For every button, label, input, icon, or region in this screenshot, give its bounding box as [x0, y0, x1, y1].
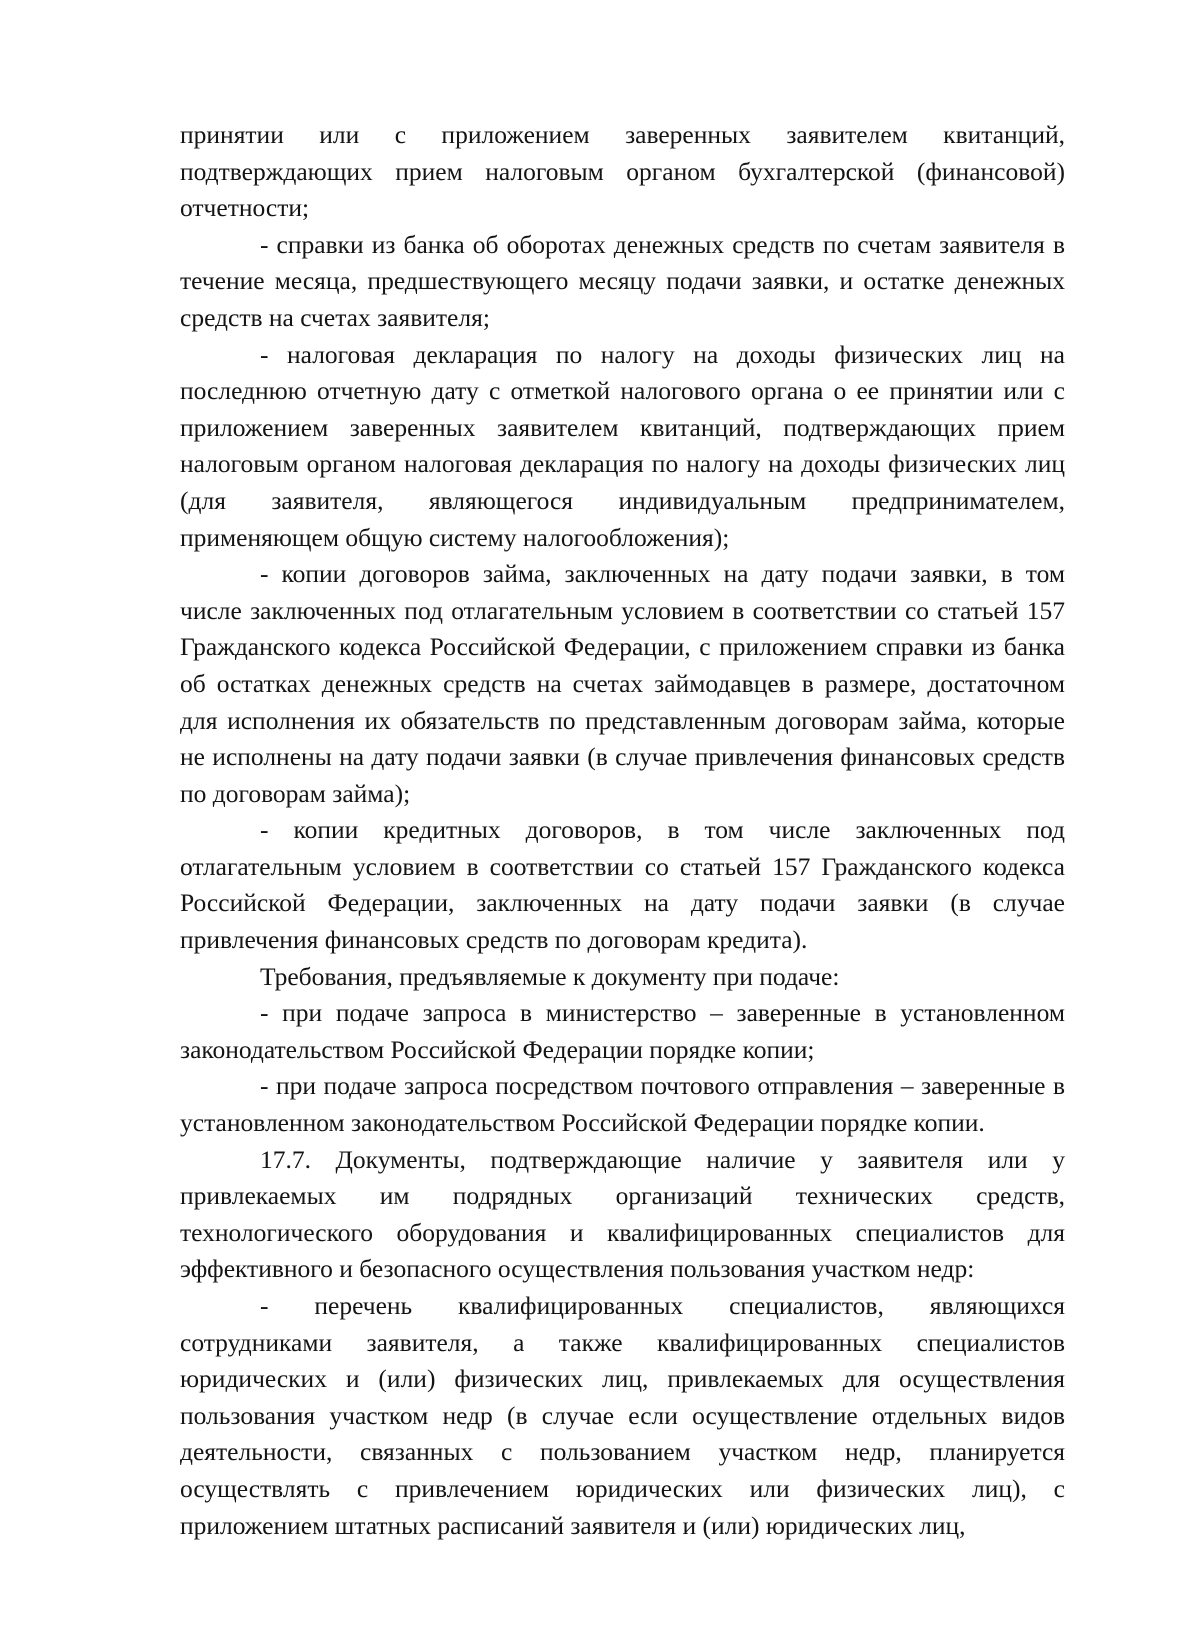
paragraph-submission-by-mail: - при подаче запроса посредством почтового отправления – заверенные в установленном законодательством Российской Федерации порядке копии. — [180, 1071, 1065, 1138]
paragraph-continuation-tax-receipts: принятии или с приложением заверенных заявителем квитанций, подтверждающих прием налоговым органом бухгалтерской (финансовой) отчетности; — [180, 120, 1065, 223]
paragraph-bank-statements: - справки из банка об оборотах денежных средств по счетам заявителя в течение месяца, предшествующего месяцу подачи заявки, и остатке денежных средств на счетах заявителя; — [180, 229, 1065, 332]
paragraph-submission-to-ministry: - при подаче запроса в министерство – заверенные в установленном законодательством Российской Федерации порядке копии; — [180, 998, 1065, 1064]
document-body — [180, 117, 1065, 1544]
paragraph-section-17-7: 17.7. Документы, подтверждающие наличие у заявителя или у привлекаемых им подрядных организаций технических средств, технологического оборудования и квалифицированных специалистов для эффективного и безопасного осуществления пользования участком недр: — [180, 1144, 1065, 1284]
paragraph-tax-declaration: - налоговая декларация по налогу на доходы физических лиц на последнюю отчетную дату с отметкой налогового органа о ее принятии или с приложением заверенных заявителем квитанций, подтверждающих прием налоговым органом налоговая декларация по налогу на доходы физических лиц (для заявителя, являющегося индивидуальным предпринимателем, применяющем общую систему налогообложения); — [180, 339, 1065, 552]
paragraph-credit-agreements: - копии кредитных договоров, в том числе заключенных под отлагательным условием в соответствии со статьей 157 Гражданского кодекса Российской Федерации, заключенных на дату подачи заявки (в случае привлечения финансовых средств по договорам кредита). — [180, 815, 1065, 955]
paragraph-loan-agreements: - копии договоров займа, заключенных на дату подачи заявки, в том числе заключенных под отлагательным условием в соответствии со статьей 157 Гражданского кодекса Российской Федерации, с приложением справки из банка об остатках денежных средств на счетах займодавцев в размере, достаточном для исполнения их обязательств по представленным договорам займа, которые не исполнены на дату подачи заявки (в случае привлечения финансовых средств по договорам займа); — [180, 559, 1065, 808]
paragraph-submission-requirements: Требования, предъявляемые к документу при подаче: — [260, 961, 840, 991]
paragraph-specialists-list: - перечень квалифицированных специалистов, являющихся сотрудниками заявителя, а также квалифицированных специалистов юридических и (или) физических лиц, привлекаемых для осуществления пользования участком недр (в случае если осуществление отдельных видов деятельности, связанных с пользованием участком недр, планируется осуществлять с привлечением юридических или физических лиц), с приложением штатных расписаний заявителя и (или) юридических лиц, — [180, 1291, 1065, 1540]
